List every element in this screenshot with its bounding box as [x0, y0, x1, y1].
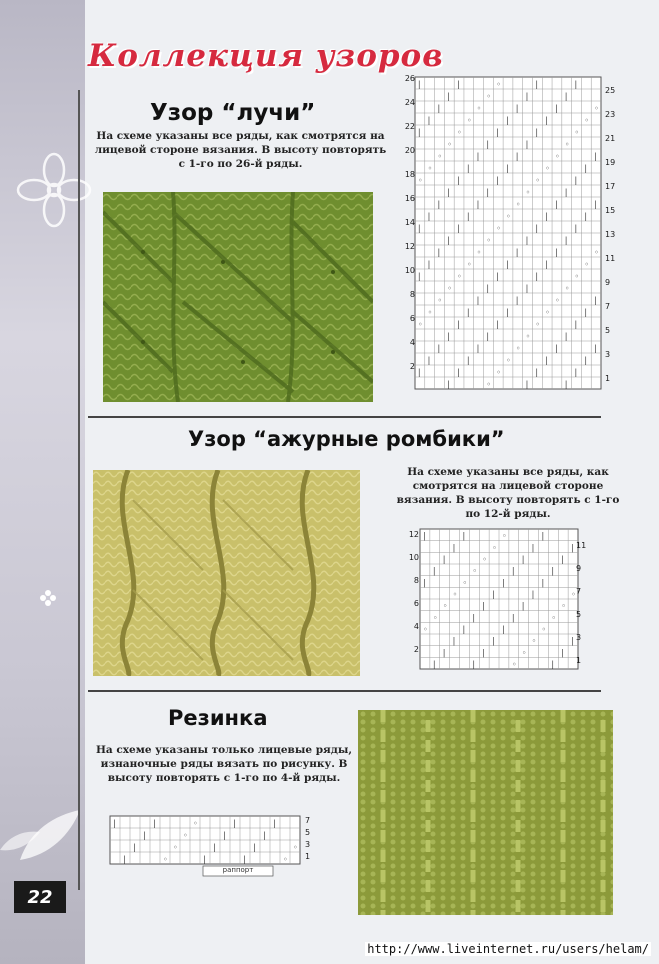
- rays-chart-stitch-symbol: |: [554, 200, 558, 209]
- diamonds-chart-stitch-symbol: |: [442, 555, 446, 564]
- rib-chart-stitch-symbol: |: [223, 831, 226, 840]
- rib-row-label: 1: [305, 852, 311, 861]
- rays-chart-stitch-symbol: ◦: [554, 296, 560, 305]
- section-3-description: На схеме указаны только лицевые ряды, изнаночные ряды вязать по рисунку. В высоту повторять с 1-го по 4-й ряды.: [96, 744, 352, 784]
- rib-chart-stitch-symbol: |: [263, 831, 266, 840]
- rays-row-label: 12: [404, 242, 415, 251]
- rays-chart-stitch-symbol: |: [554, 344, 558, 353]
- rib-repeat-label: раппорт: [222, 866, 254, 874]
- rib-row-label: 5: [305, 828, 311, 837]
- rays-chart-stitch-symbol: |: [574, 176, 578, 185]
- section-divider: [88, 416, 601, 418]
- rays-chart-stitch-symbol: |: [535, 224, 539, 233]
- rib-chart-stitch-symbol: |: [273, 819, 276, 828]
- pattern-rib-photo: [358, 710, 613, 915]
- rays-row-label: 5: [605, 326, 611, 335]
- rays-chart-stitch-symbol: |: [515, 248, 519, 257]
- rays-chart-stitch-symbol: |: [457, 368, 460, 377]
- rays-chart-stitch-symbol: |: [486, 284, 490, 293]
- rays-row-label: 3: [605, 350, 611, 359]
- rays-chart-stitch-symbol: ◦: [496, 368, 501, 377]
- pattern-rays-photo: [103, 192, 373, 402]
- rib-chart-stitch-symbol: |: [143, 831, 146, 840]
- rays-row-label: 13: [605, 230, 616, 239]
- rays-chart-stitch-symbol: |: [447, 236, 450, 245]
- diamonds-chart-stitch-symbol: |: [432, 566, 436, 576]
- diamonds-chart-stitch-symbol: ◦: [482, 555, 487, 564]
- rays-chart-stitch-symbol: |: [506, 116, 509, 125]
- rays-chart-stitch-symbol: ◦: [486, 380, 492, 389]
- rib-row-label: 7: [305, 816, 311, 825]
- diamonds-chart-stitch-symbol: |: [442, 648, 446, 658]
- diamonds-chart-stitch-symbol: |: [492, 636, 495, 646]
- rays-chart-stitch-symbol: |: [427, 212, 431, 221]
- rays-chart-stitch-symbol: |: [545, 260, 548, 269]
- rays-row-label: 7: [605, 302, 611, 311]
- diamonds-chart-stitch-symbol: |: [432, 660, 436, 669]
- page-number: 22: [14, 881, 66, 913]
- rays-chart-stitch-symbol: ◦: [417, 320, 423, 329]
- diamonds-chart-stitch-symbol: ◦: [462, 578, 468, 588]
- diamonds-chart-stitch-symbol: ◦: [531, 636, 537, 646]
- diamonds-chart-stitch-symbol: |: [452, 543, 456, 553]
- rays-row-label: 11: [605, 254, 616, 263]
- diamonds-chart-stitch-symbol: |: [521, 555, 525, 564]
- rays-row-label: 23: [605, 110, 616, 119]
- diamonds-chart-stitch-symbol: ◦: [472, 566, 478, 576]
- rays-chart-stitch-symbol: |: [476, 200, 480, 209]
- rays-row-label: 8: [409, 290, 415, 299]
- rays-chart-stitch-symbol: ◦: [427, 308, 433, 317]
- diamonds-chart-stitch-symbol: |: [422, 578, 426, 588]
- section-3-title: Резинка: [168, 706, 268, 730]
- diamonds-chart-stitch-symbol: |: [511, 613, 515, 623]
- rib-chart-stitch-symbol: |: [233, 819, 236, 828]
- rib-chart-right-labels: [303, 812, 315, 872]
- diamonds-row-label: 5: [576, 610, 582, 619]
- diamonds-chart-stitch-symbol: |: [501, 625, 505, 634]
- rays-chart-stitch-symbol: |: [437, 344, 441, 353]
- diamonds-chart-stitch-symbol: ◦: [521, 648, 527, 658]
- rays-chart-stitch-symbol: |: [437, 104, 441, 113]
- section-1-title: Узор “лучи”: [150, 100, 316, 126]
- rays-chart-stitch-symbol: |: [574, 80, 578, 89]
- source-url[interactable]: http://www.liveinternet.ru/users/helam/: [367, 942, 649, 956]
- rib-chart-stitch-symbol: ◦: [293, 843, 298, 852]
- rays-chart-stitch-symbol: ◦: [525, 332, 531, 341]
- rays-chart-stitch-symbol: |: [525, 140, 529, 149]
- diamonds-chart-stitch-symbol: |: [521, 601, 525, 611]
- rib-chart-stitch-symbol: |: [113, 819, 116, 828]
- rib-chart-stitch-symbol: ◦: [173, 843, 178, 852]
- diamonds-chart-stitch-symbol: |: [551, 566, 555, 576]
- rays-row-label: 20: [404, 146, 415, 155]
- rays-chart-stitch-symbol: ◦: [564, 140, 570, 149]
- rays-chart-stitch-symbol: |: [437, 200, 441, 209]
- diamonds-row-label: 3: [576, 633, 582, 642]
- rays-chart-stitch-symbol: ◦: [554, 152, 560, 161]
- rays-chart-stitch-symbol: ◦: [447, 284, 452, 293]
- rays-chart-stitch-symbol: ◦: [486, 92, 492, 101]
- diamonds-chart-stitch-symbol: |: [561, 555, 564, 564]
- rib-chart-stitch-symbol: ◦: [183, 831, 188, 840]
- rays-chart-stitch-symbol: |: [457, 80, 460, 89]
- rays-chart-stitch-symbol: |: [466, 164, 470, 173]
- diamonds-chart-stitch-symbol: |: [571, 636, 574, 646]
- diamonds-chart-stitch-symbol: |: [462, 625, 466, 634]
- rays-chart-stitch-symbol: ◦: [584, 260, 590, 269]
- rays-chart-stitch-symbol: |: [574, 368, 578, 377]
- rib-chart-stitch-symbol: |: [123, 855, 126, 864]
- rays-chart-stitch-symbol: |: [466, 212, 470, 221]
- left-rule: [78, 90, 80, 890]
- rays-chart-stitch-symbol: |: [564, 92, 568, 101]
- diamonds-chart-stitch-symbol: |: [531, 590, 535, 599]
- rib-chart-stitch-symbol: |: [153, 819, 156, 828]
- rays-chart-stitch-symbol: |: [554, 104, 558, 113]
- diamonds-row-label: 10: [408, 553, 419, 562]
- rays-chart-right-labels: [603, 73, 621, 395]
- rays-chart-stitch-symbol: |: [427, 116, 431, 125]
- rays-chart-stitch-symbol: |: [545, 116, 548, 125]
- diamonds-chart-stitch-symbol: |: [571, 543, 574, 553]
- diamonds-row-label: 4: [413, 622, 419, 631]
- rays-chart-stitch-symbol: ◦: [476, 248, 482, 257]
- rays-chart-stitch-symbol: |: [564, 236, 568, 245]
- diamonds-chart: [405, 525, 595, 675]
- rays-chart-stitch-symbol: |: [417, 224, 421, 233]
- rays-chart-stitch-symbol: |: [447, 380, 450, 389]
- rays-chart-stitch-symbol: ◦: [564, 284, 570, 293]
- rays-chart-stitch-symbol: ◦: [457, 128, 462, 137]
- rays-chart-stitch-symbol: |: [476, 152, 480, 161]
- diamonds-row-label: 2: [413, 645, 419, 654]
- rays-chart-stitch-symbol: |: [584, 212, 588, 221]
- diamonds-chart-stitch-symbol: ◦: [442, 601, 448, 611]
- flower-icon: [14, 150, 94, 230]
- rays-row-label: 17: [605, 182, 616, 191]
- diamonds-row-label: 1: [576, 656, 582, 665]
- rays-chart-stitch-symbol: |: [584, 164, 588, 173]
- diamonds-chart-stitch-symbol: |: [472, 660, 476, 669]
- diamonds-chart-stitch-symbol: |: [541, 578, 545, 588]
- rays-chart-stitch-symbol: |: [535, 80, 539, 89]
- rays-chart-stitch-symbol: |: [417, 128, 421, 137]
- rays-chart-stitch-symbol: |: [564, 188, 568, 197]
- rays-chart-stitch-symbol: ◦: [476, 104, 482, 113]
- rays-chart-stitch-symbol: |: [535, 272, 539, 281]
- diamonds-chart-stitch-symbol: ◦: [511, 660, 517, 669]
- rays-row-label: 21: [605, 134, 616, 143]
- rays-chart-stitch-symbol: |: [496, 128, 499, 137]
- rays-chart-stitch-symbol: |: [545, 356, 548, 365]
- diamonds-row-label: 6: [413, 599, 419, 608]
- rays-chart-stitch-symbol: |: [486, 332, 490, 341]
- rays-chart-stitch-symbol: |: [574, 224, 578, 233]
- rib-chart-stitch-symbol: |: [243, 855, 246, 864]
- rays-chart-stitch-symbol: ◦: [486, 236, 492, 245]
- rays-chart-stitch-symbol: |: [486, 188, 490, 197]
- rays-chart-stitch-symbol: |: [466, 356, 470, 365]
- rays-row-label: 2: [409, 362, 415, 371]
- rays-chart-stitch-symbol: ◦: [496, 224, 501, 233]
- rays-chart-stitch-symbol: |: [417, 80, 421, 89]
- diamonds-row-label: 8: [413, 576, 419, 585]
- rib-row-label: 3: [305, 840, 311, 849]
- diamonds-chart-stitch-symbol: ◦: [452, 590, 458, 599]
- rays-chart-stitch-symbol: |: [417, 368, 421, 377]
- pattern-openwork-diamonds-photo: [93, 470, 360, 676]
- rays-row-label: 10: [404, 266, 415, 275]
- section-2-title: Узор “ажурные ромбики”: [188, 427, 505, 451]
- rays-chart-stitch-symbol: ◦: [427, 164, 433, 173]
- diamonds-chart-stitch-symbol: ◦: [551, 613, 557, 623]
- section-2-description: На схеме указаны все ряды, как смотрятся на лицевой стороне вязания. В высоту повторять с 1-го по 12-й ряды.: [396, 466, 620, 520]
- diamonds-chart-stitch-symbol: ◦: [432, 613, 438, 623]
- diamonds-chart-stitch-symbol: |: [472, 613, 476, 623]
- rays-chart-stitch-symbol: ◦: [515, 200, 521, 209]
- rays-chart-stitch-symbol: |: [447, 92, 450, 101]
- rays-row-label: 26: [404, 74, 415, 83]
- rays-chart-stitch-symbol: ◦: [535, 176, 541, 185]
- diamonds-chart-stitch-symbol: |: [551, 660, 555, 669]
- rays-chart-stitch-symbol: |: [594, 344, 597, 353]
- rays-chart-stitch-symbol: |: [564, 380, 568, 389]
- rays-chart-stitch-symbol: |: [535, 368, 539, 377]
- rays-chart-stitch-symbol: |: [525, 92, 529, 101]
- page-title: Коллекция узоров: [88, 38, 444, 74]
- rays-chart-stitch-symbol: |: [447, 332, 450, 341]
- leaf-decoration-icon: [0, 790, 90, 880]
- rays-chart-stitch-symbol: ◦: [466, 116, 472, 125]
- flower-small-icon: [40, 590, 56, 606]
- diamonds-row-label: 12: [408, 530, 419, 539]
- rays-chart-stitch-symbol: |: [525, 236, 529, 245]
- rib-chart-stitch-symbol: ◦: [163, 855, 168, 864]
- section-1-description: На схеме указаны все ряды, как смотрятся на лицевой стороне вязания. В высоту повторять с 1-го по 26-й ряды.: [94, 130, 387, 170]
- diamonds-chart-stitch-symbol: |: [531, 543, 535, 553]
- diamonds-chart-stitch-symbol: |: [462, 531, 466, 541]
- rays-row-label: 16: [404, 194, 415, 203]
- rays-chart-stitch-symbol: ◦: [447, 140, 452, 149]
- rays-chart-stitch-symbol: |: [496, 272, 499, 281]
- diamonds-chart-left-labels: [405, 525, 420, 675]
- rays-chart-stitch-symbol: |: [427, 260, 431, 269]
- rays-chart: [397, 73, 622, 395]
- diamonds-chart-stitch-symbol: ◦: [561, 601, 566, 611]
- rays-chart-stitch-symbol: |: [525, 284, 529, 293]
- rays-chart-stitch-symbol: |: [496, 320, 499, 329]
- rays-chart-stitch-symbol: ◦: [506, 212, 511, 221]
- diamonds-chart-stitch-symbol: |: [561, 648, 564, 658]
- diamonds-chart-stitch-symbol: ◦: [422, 625, 428, 634]
- diamonds-row-label: 7: [576, 587, 582, 596]
- rays-chart-stitch-symbol: |: [525, 380, 529, 389]
- rays-chart-stitch-symbol: |: [427, 356, 431, 365]
- rays-chart-stitch-symbol: |: [506, 164, 509, 173]
- rays-chart-stitch-symbol: ◦: [466, 260, 472, 269]
- rays-chart-stitch-symbol: ◦: [506, 356, 511, 365]
- rib-chart-stitch-symbol: |: [203, 855, 206, 864]
- diamonds-chart-stitch-symbol: ◦: [492, 543, 497, 553]
- rays-chart-stitch-symbol: ◦: [545, 164, 550, 173]
- rays-chart-stitch-symbol: |: [545, 212, 548, 221]
- rays-chart-stitch-symbol: ◦: [584, 116, 590, 125]
- rays-chart-stitch-symbol: |: [584, 308, 588, 317]
- rays-chart-stitch-symbol: |: [457, 176, 460, 185]
- rays-chart-stitch-symbol: |: [447, 188, 450, 197]
- rib-chart-stitch-symbol: ◦: [193, 819, 198, 828]
- diamonds-chart-stitch-symbol: |: [482, 648, 485, 658]
- rib-chart-stitch-symbol: ◦: [283, 855, 288, 864]
- diamonds-chart-stitch-symbol: ◦: [571, 590, 576, 599]
- rays-chart-stitch-symbol: |: [486, 140, 490, 149]
- rays-chart-stitch-symbol: |: [594, 200, 597, 209]
- rays-chart-stitch-symbol: |: [564, 332, 568, 341]
- rays-chart-stitch-symbol: ◦: [594, 104, 599, 113]
- rays-row-label: 1: [605, 374, 611, 383]
- rib-chart-stitch-symbol: |: [133, 843, 136, 852]
- diamonds-row-label: 9: [576, 564, 582, 573]
- diamonds-chart-stitch-symbol: |: [511, 566, 515, 576]
- rays-chart-stitch-symbol: |: [496, 176, 499, 185]
- rays-chart-stitch-symbol: ◦: [457, 272, 462, 281]
- rays-chart-stitch-symbol: ◦: [594, 248, 599, 257]
- rays-chart-stitch-symbol: ◦: [574, 272, 580, 281]
- rays-chart-left-labels: [397, 73, 415, 395]
- rays-row-label: 19: [605, 158, 616, 167]
- rays-chart-stitch-symbol: |: [535, 128, 539, 137]
- rays-chart-stitch-symbol: |: [584, 356, 588, 365]
- rays-chart-stitch-symbol: ◦: [417, 176, 423, 185]
- rays-row-label: 15: [605, 206, 616, 215]
- rays-chart-stitch-symbol: |: [466, 308, 470, 317]
- rays-chart-stitch-symbol: |: [506, 260, 509, 269]
- rays-chart-stitch-symbol: ◦: [525, 188, 531, 197]
- rays-chart-stitch-symbol: |: [476, 344, 480, 353]
- rays-chart-stitch-symbol: |: [554, 248, 558, 257]
- rays-chart-stitch-symbol: |: [594, 152, 597, 161]
- rays-chart-stitch-symbol: ◦: [437, 152, 443, 161]
- rays-chart-stitch-symbol: |: [515, 296, 519, 305]
- diamonds-chart-stitch-symbol: |: [422, 531, 426, 541]
- rays-chart-stitch-symbol: ◦: [535, 320, 541, 329]
- diamonds-chart-stitch-symbol: |: [482, 601, 485, 611]
- rays-row-label: 6: [409, 314, 415, 323]
- diamonds-chart-stitch-symbol: ◦: [541, 625, 547, 634]
- rays-chart-stitch-symbol: ◦: [545, 308, 550, 317]
- diamonds-chart-stitch-symbol: ◦: [501, 531, 507, 541]
- rays-row-label: 25: [605, 86, 616, 95]
- rays-chart-stitch-symbol: ◦: [437, 296, 443, 305]
- diamonds-chart-stitch-symbol: |: [492, 590, 495, 599]
- rays-chart-stitch-symbol: |: [594, 296, 597, 305]
- rib-chart-stitch-symbol: |: [213, 843, 216, 852]
- rib-chart-stitch-symbol: |: [253, 843, 256, 852]
- rays-row-label: 22: [404, 122, 415, 131]
- rays-chart-stitch-symbol: |: [574, 320, 578, 329]
- rays-chart-stitch-symbol: |: [417, 272, 421, 281]
- diamonds-chart-stitch-symbol: |: [501, 578, 505, 588]
- rays-chart-stitch-symbol: |: [506, 308, 509, 317]
- rays-chart-stitch-symbol: |: [457, 320, 460, 329]
- rays-chart-stitch-symbol: |: [437, 248, 441, 257]
- diamonds-chart-right-labels: [575, 525, 590, 675]
- rays-row-label: 24: [404, 98, 415, 107]
- rays-chart-stitch-symbol: |: [457, 224, 460, 233]
- rays-chart-stitch-symbol: |: [515, 104, 519, 113]
- rays-chart-stitch-symbol: |: [476, 296, 480, 305]
- rays-row-label: 9: [605, 278, 611, 287]
- section-divider: [88, 690, 601, 692]
- rays-chart-stitch-symbol: |: [515, 152, 519, 161]
- rays-chart-stitch-symbol: ◦: [574, 128, 580, 137]
- rays-chart-stitch-symbol: ◦: [496, 80, 501, 89]
- diamonds-chart-stitch-symbol: |: [452, 636, 456, 646]
- diamonds-row-label: 11: [576, 541, 587, 550]
- diamonds-chart-stitch-symbol: |: [541, 531, 545, 541]
- rays-row-label: 18: [404, 170, 415, 179]
- rays-chart-stitch-symbol: ◦: [515, 344, 521, 353]
- rays-row-label: 4: [409, 338, 415, 347]
- rays-row-label: 14: [404, 218, 415, 227]
